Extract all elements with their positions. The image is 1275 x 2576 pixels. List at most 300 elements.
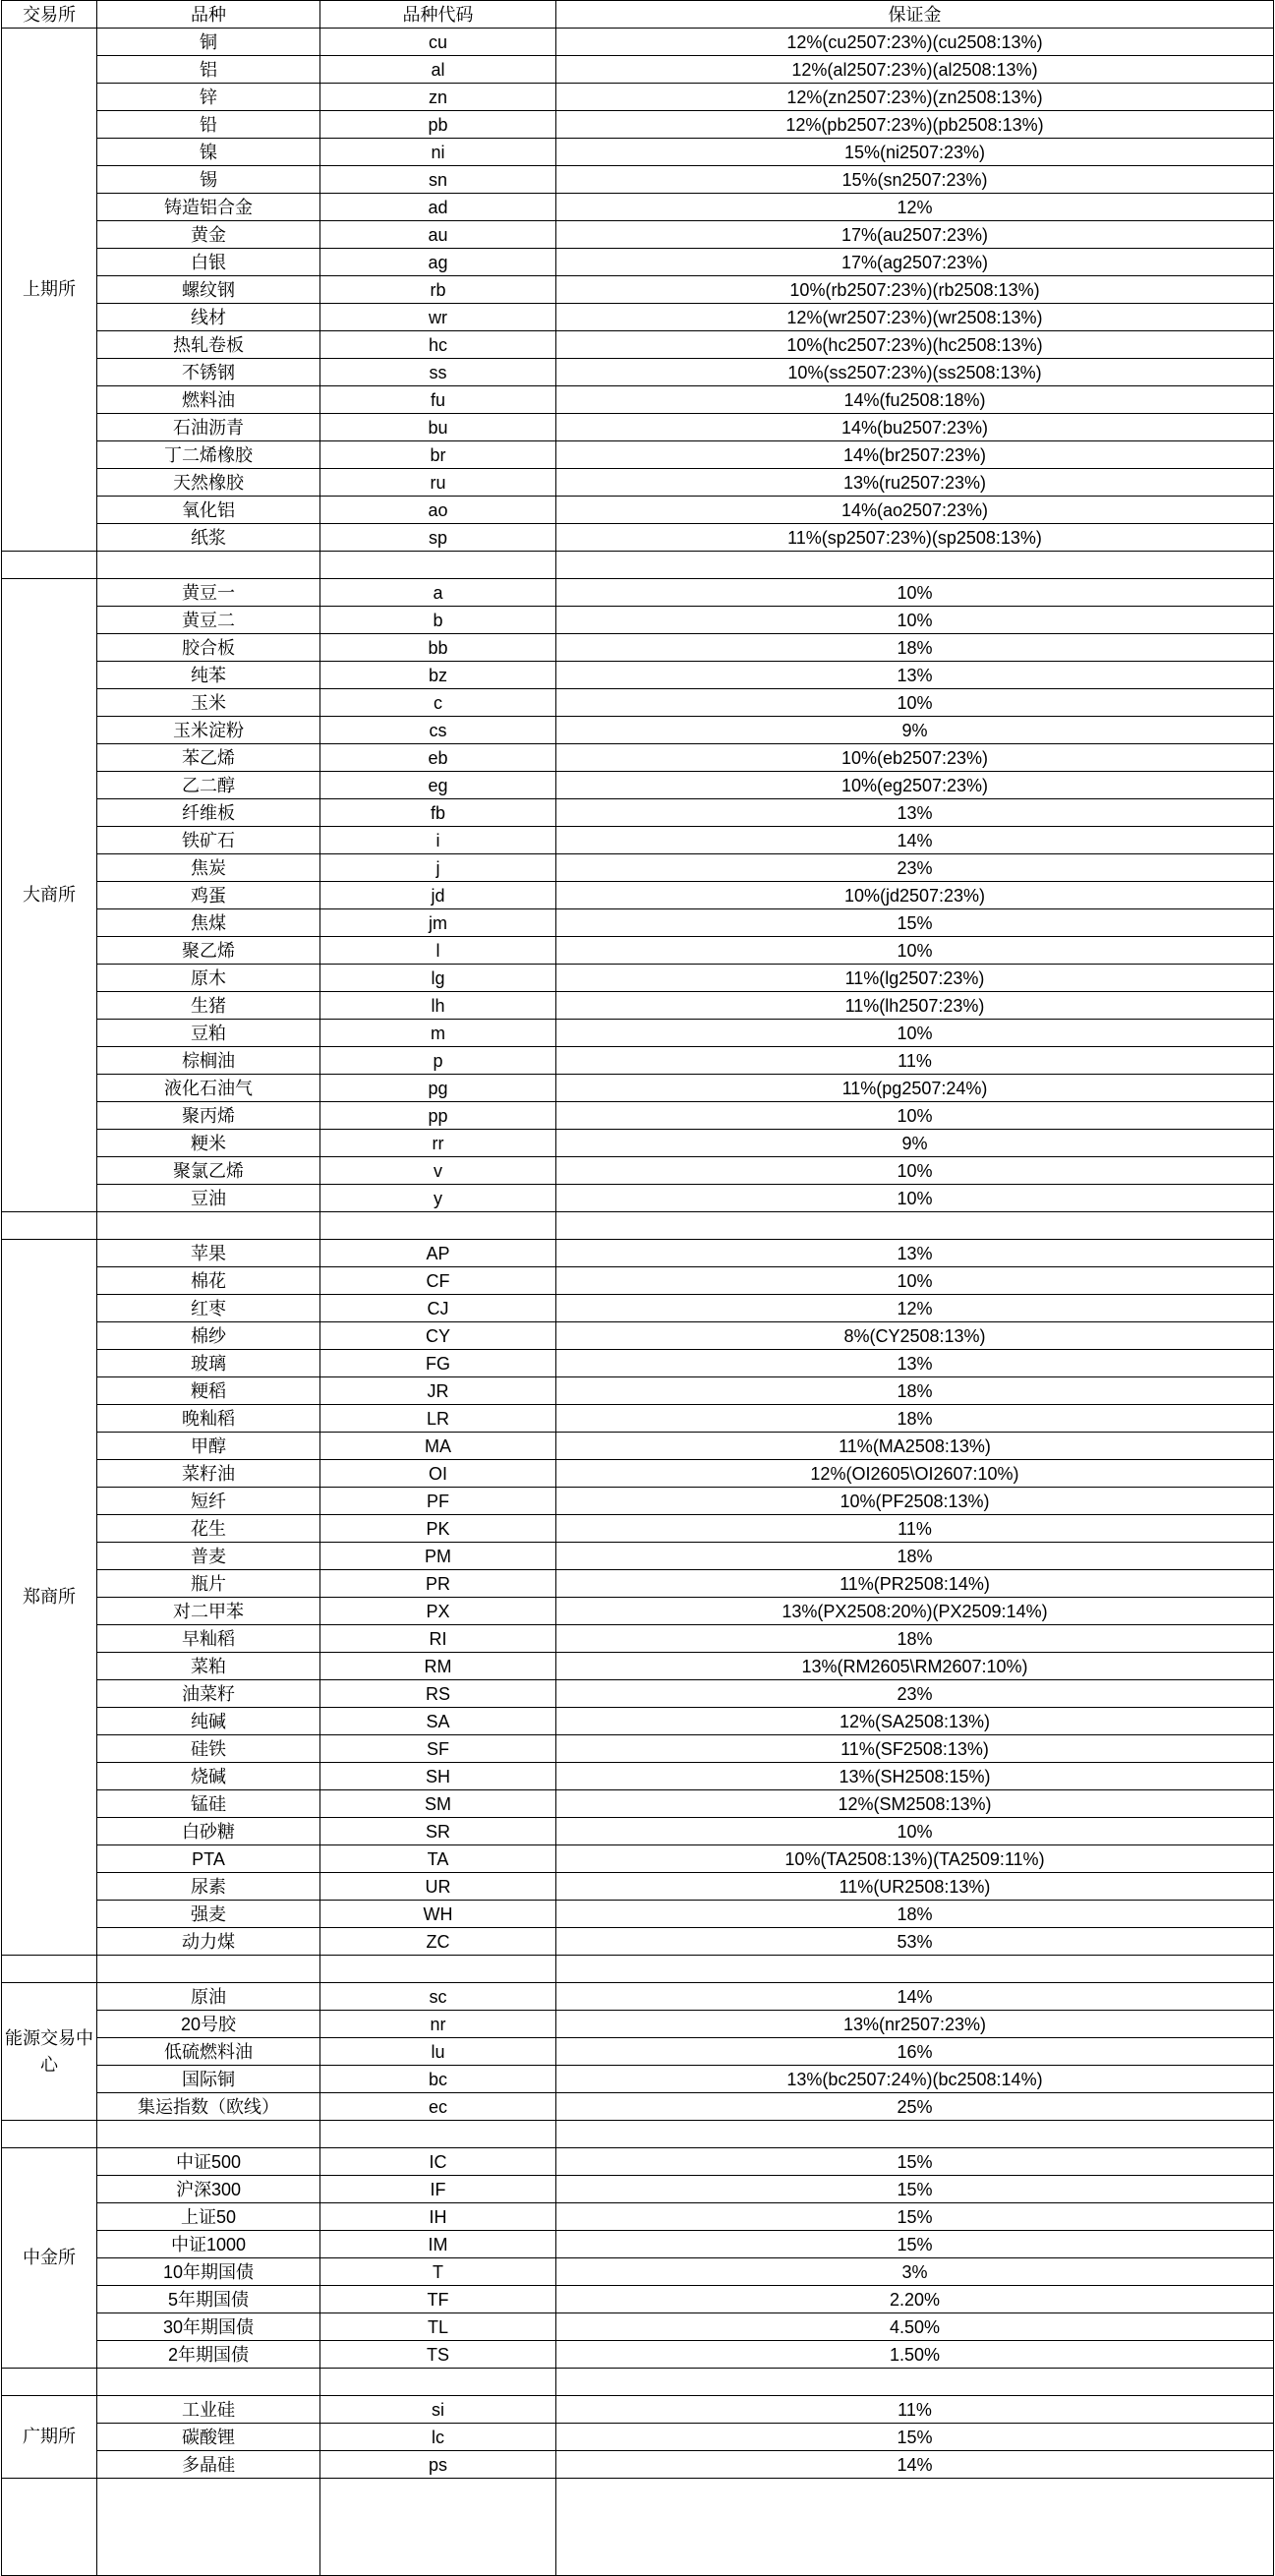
- code-cell: WH: [320, 1901, 556, 1928]
- product-cell: 纯碱: [97, 1708, 320, 1735]
- table-row: [2, 827, 1274, 854]
- product-cell: 多晶硅: [97, 2451, 320, 2479]
- margin-cell: 13%: [556, 799, 1274, 827]
- table-row: [2, 2424, 1274, 2451]
- margin-cell: 13%: [556, 1350, 1274, 1377]
- code-cell: sp: [320, 524, 556, 552]
- table-row: [2, 469, 1274, 497]
- code-cell: rb: [320, 276, 556, 304]
- code-cell: cs: [320, 717, 556, 744]
- code-cell: sn: [320, 166, 556, 194]
- table-row: [2, 1873, 1274, 1901]
- code-cell: lh: [320, 992, 556, 1020]
- blank-separator-row: [2, 1212, 1274, 1240]
- blank-cell: [2, 2369, 97, 2396]
- code-cell: jd: [320, 882, 556, 909]
- margin-cell: 10%(PF2508:13%): [556, 1488, 1274, 1515]
- table-row: [2, 1818, 1274, 1845]
- product-cell: 油菜籽: [97, 1680, 320, 1708]
- product-cell: 粳米: [97, 1130, 320, 1157]
- product-cell: 红枣: [97, 1295, 320, 1322]
- margin-cell: 2.20%: [556, 2286, 1274, 2313]
- table-row: [2, 1460, 1274, 1488]
- code-cell: pp: [320, 1102, 556, 1130]
- margin-cell: 12%(SA2508:13%): [556, 1708, 1274, 1735]
- table-row: [2, 249, 1274, 276]
- blank-cell: [556, 2479, 1274, 2576]
- margin-cell: 10%(eb2507:23%): [556, 744, 1274, 772]
- exchange-cell: 广期所: [2, 2396, 97, 2479]
- margin-cell: 13%(PX2508:20%)(PX2509:14%): [556, 1598, 1274, 1625]
- product-cell: 菜籽油: [97, 1460, 320, 1488]
- product-cell: 棉纱: [97, 1322, 320, 1350]
- product-cell: 锌: [97, 84, 320, 111]
- table-row: [2, 1515, 1274, 1543]
- code-cell: T: [320, 2258, 556, 2286]
- table-row: [2, 1267, 1274, 1295]
- code-cell: al: [320, 56, 556, 84]
- margin-cell: 15%: [556, 2148, 1274, 2176]
- blank-separator-row: [2, 2121, 1274, 2148]
- margin-cell: 8%(CY2508:13%): [556, 1322, 1274, 1350]
- code-cell: ad: [320, 194, 556, 221]
- table-row: [2, 1625, 1274, 1653]
- table-row: [2, 1433, 1274, 1460]
- code-cell: CF: [320, 1267, 556, 1295]
- blank-cell: [556, 1956, 1274, 1983]
- blank-cell: [556, 552, 1274, 579]
- table-row: [2, 2066, 1274, 2093]
- product-cell: 碳酸锂: [97, 2424, 320, 2451]
- code-cell: c: [320, 689, 556, 717]
- code-cell: lg: [320, 965, 556, 992]
- table-row: [2, 1130, 1274, 1157]
- margin-cell: 10%: [556, 607, 1274, 634]
- margin-cell: 14%: [556, 827, 1274, 854]
- code-cell: PR: [320, 1570, 556, 1598]
- margin-cell: 10%(jd2507:23%): [556, 882, 1274, 909]
- table-row: [2, 359, 1274, 386]
- code-cell: zn: [320, 84, 556, 111]
- table-row: [2, 139, 1274, 166]
- table-row: [2, 1322, 1274, 1350]
- table-row: [2, 194, 1274, 221]
- code-cell: lu: [320, 2038, 556, 2066]
- product-cell: 聚乙烯: [97, 937, 320, 965]
- margin-cell: 14%(bu2507:23%): [556, 414, 1274, 441]
- code-cell: SR: [320, 1818, 556, 1845]
- product-cell: 玻璃: [97, 1350, 320, 1377]
- blank-cell: [2, 552, 97, 579]
- code-cell: eg: [320, 772, 556, 799]
- product-cell: 苯乙烯: [97, 744, 320, 772]
- margin-cell: 9%: [556, 717, 1274, 744]
- blank-cell: [556, 2121, 1274, 2148]
- blank-separator-row: [2, 552, 1274, 579]
- code-cell: ss: [320, 359, 556, 386]
- table-row: [2, 276, 1274, 304]
- margin-cell: 12%: [556, 194, 1274, 221]
- product-cell: 铝: [97, 56, 320, 84]
- code-cell: LR: [320, 1405, 556, 1433]
- code-cell: CY: [320, 1322, 556, 1350]
- product-cell: 普麦: [97, 1543, 320, 1570]
- product-cell: 上证50: [97, 2203, 320, 2231]
- code-cell: l: [320, 937, 556, 965]
- table-row: [2, 2341, 1274, 2369]
- blank-cell: [320, 2121, 556, 2148]
- margin-cell: 10%(rb2507:23%)(rb2508:13%): [556, 276, 1274, 304]
- exchange-cell: 能源交易中心: [2, 1983, 97, 2121]
- margin-cell: 12%(zn2507:23%)(zn2508:13%): [556, 84, 1274, 111]
- table-row: [2, 579, 1274, 607]
- code-cell: RS: [320, 1680, 556, 1708]
- code-cell: bu: [320, 414, 556, 441]
- blank-cell: [97, 1212, 320, 1240]
- table-row: [2, 2313, 1274, 2341]
- table-row: [2, 1928, 1274, 1956]
- margin-cell: 25%: [556, 2093, 1274, 2121]
- product-cell: 石油沥青: [97, 414, 320, 441]
- blank-cell: [97, 2479, 320, 2576]
- product-cell: 白银: [97, 249, 320, 276]
- product-cell: 燃料油: [97, 386, 320, 414]
- product-cell: 胶合板: [97, 634, 320, 662]
- margin-cell: 17%(ag2507:23%): [556, 249, 1274, 276]
- code-cell: wr: [320, 304, 556, 331]
- blank-cell: [556, 2369, 1274, 2396]
- table-row: [2, 386, 1274, 414]
- code-cell: OI: [320, 1460, 556, 1488]
- code-cell: ec: [320, 2093, 556, 2121]
- blank-cell: [556, 1212, 1274, 1240]
- product-cell: 黄金: [97, 221, 320, 249]
- code-cell: IC: [320, 2148, 556, 2176]
- product-cell: 中证500: [97, 2148, 320, 2176]
- header-row: [2, 1, 1274, 29]
- code-cell: bb: [320, 634, 556, 662]
- product-cell: 30年期国债: [97, 2313, 320, 2341]
- product-cell: 焦煤: [97, 909, 320, 937]
- table-row: [2, 772, 1274, 799]
- product-cell: 菜粕: [97, 1653, 320, 1680]
- margin-table: [1, 0, 1274, 2576]
- table-row: [2, 689, 1274, 717]
- code-cell: fb: [320, 799, 556, 827]
- table-row: [2, 1570, 1274, 1598]
- product-cell: 中证1000: [97, 2231, 320, 2258]
- table-row: [2, 854, 1274, 882]
- product-cell: 铅: [97, 111, 320, 139]
- margin-cell: 14%: [556, 1983, 1274, 2011]
- margin-cell: 10%(ss2507:23%)(ss2508:13%): [556, 359, 1274, 386]
- margin-cell: 10%: [556, 1157, 1274, 1185]
- code-cell: pg: [320, 1075, 556, 1102]
- code-cell: lc: [320, 2424, 556, 2451]
- header-exchange: 交易所: [2, 1, 97, 29]
- product-cell: 瓶片: [97, 1570, 320, 1598]
- table-row: [2, 2203, 1274, 2231]
- header-margin: 保证金: [556, 1, 1274, 29]
- table-row: [2, 2011, 1274, 2038]
- header-product: 品种: [97, 1, 320, 29]
- table-row: [2, 1983, 1274, 2011]
- table-row: [2, 111, 1274, 139]
- margin-cell: 12%(al2507:23%)(al2508:13%): [556, 56, 1274, 84]
- table-row: [2, 1901, 1274, 1928]
- table-row: [2, 2093, 1274, 2121]
- code-cell: SF: [320, 1735, 556, 1763]
- table-row: [2, 1047, 1274, 1075]
- exchange-cell: 大商所: [2, 579, 97, 1212]
- product-cell: 玉米淀粉: [97, 717, 320, 744]
- code-cell: m: [320, 1020, 556, 1047]
- margin-cell: 18%: [556, 1625, 1274, 1653]
- code-cell: bc: [320, 2066, 556, 2093]
- product-cell: 沪深300: [97, 2176, 320, 2203]
- product-cell: 早籼稻: [97, 1625, 320, 1653]
- code-cell: TL: [320, 2313, 556, 2341]
- table-row: [2, 744, 1274, 772]
- code-cell: fu: [320, 386, 556, 414]
- margin-cell: 10%(TA2508:13%)(TA2509:11%): [556, 1845, 1274, 1873]
- code-cell: PM: [320, 1543, 556, 1570]
- table-row: [2, 1763, 1274, 1790]
- blank-cell: [2, 1212, 97, 1240]
- table-row: [2, 1350, 1274, 1377]
- table-row: [2, 84, 1274, 111]
- code-cell: bz: [320, 662, 556, 689]
- margin-cell: 16%: [556, 2038, 1274, 2066]
- code-cell: IM: [320, 2231, 556, 2258]
- blank-cell: [320, 2479, 556, 2576]
- code-cell: au: [320, 221, 556, 249]
- product-cell: 白砂糖: [97, 1818, 320, 1845]
- product-cell: 花生: [97, 1515, 320, 1543]
- blank-cell: [2, 1956, 97, 1983]
- product-cell: 玉米: [97, 689, 320, 717]
- margin-cell: 15%: [556, 2176, 1274, 2203]
- blank-cell: [97, 2369, 320, 2396]
- table-row: [2, 1020, 1274, 1047]
- margin-cell: 14%(br2507:23%): [556, 441, 1274, 469]
- blank-cell: [97, 552, 320, 579]
- table-row: [2, 992, 1274, 1020]
- product-cell: 烧碱: [97, 1763, 320, 1790]
- margin-cell: 13%(SH2508:15%): [556, 1763, 1274, 1790]
- code-cell: PK: [320, 1515, 556, 1543]
- margin-cell: 14%(ao2507:23%): [556, 497, 1274, 524]
- table-row: [2, 965, 1274, 992]
- code-cell: SH: [320, 1763, 556, 1790]
- margin-cell: 9%: [556, 1130, 1274, 1157]
- blank-separator-row: [2, 2369, 1274, 2396]
- table-row: [2, 497, 1274, 524]
- margin-cell: 15%(ni2507:23%): [556, 139, 1274, 166]
- margin-cell: 10%: [556, 1185, 1274, 1212]
- table-row: [2, 1405, 1274, 1433]
- margin-cell: 10%(eg2507:23%): [556, 772, 1274, 799]
- blank-cell: [97, 2121, 320, 2148]
- product-cell: 不锈钢: [97, 359, 320, 386]
- code-cell: TS: [320, 2341, 556, 2369]
- margin-cell: 23%: [556, 1680, 1274, 1708]
- product-cell: 铁矿石: [97, 827, 320, 854]
- margin-cell: 12%(wr2507:23%)(wr2508:13%): [556, 304, 1274, 331]
- margin-cell: 10%: [556, 1020, 1274, 1047]
- product-cell: 集运指数（欧线）: [97, 2093, 320, 2121]
- product-cell: 鸡蛋: [97, 882, 320, 909]
- blank-cell: [320, 2369, 556, 2396]
- product-cell: 生猪: [97, 992, 320, 1020]
- blank-cell: [2, 2121, 97, 2148]
- margin-cell: 18%: [556, 1901, 1274, 1928]
- margin-cell: 11%(sp2507:23%)(sp2508:13%): [556, 524, 1274, 552]
- product-cell: 苹果: [97, 1240, 320, 1267]
- table-row: [2, 2286, 1274, 2313]
- margin-cell: 10%: [556, 937, 1274, 965]
- code-cell: sc: [320, 1983, 556, 2011]
- table-row: [2, 662, 1274, 689]
- table-row: [2, 1377, 1274, 1405]
- table-row: [2, 1680, 1274, 1708]
- product-cell: 豆粕: [97, 1020, 320, 1047]
- product-cell: 棕榈油: [97, 1047, 320, 1075]
- table-row: [2, 221, 1274, 249]
- product-cell: 液化石油气: [97, 1075, 320, 1102]
- margin-cell: 12%(OI2605\OI2607:10%): [556, 1460, 1274, 1488]
- margin-cell: 14%(fu2508:18%): [556, 386, 1274, 414]
- margin-cell: 11%(SF2508:13%): [556, 1735, 1274, 1763]
- product-cell: 铜: [97, 29, 320, 56]
- table-row: [2, 1543, 1274, 1570]
- code-cell: UR: [320, 1873, 556, 1901]
- margin-cell: 10%(hc2507:23%)(hc2508:13%): [556, 331, 1274, 359]
- margin-cell: 53%: [556, 1928, 1274, 1956]
- product-cell: 热轧卷板: [97, 331, 320, 359]
- table-row: [2, 2258, 1274, 2286]
- code-cell: PX: [320, 1598, 556, 1625]
- code-cell: eb: [320, 744, 556, 772]
- margin-cell: 3%: [556, 2258, 1274, 2286]
- margin-cell: 11%(PR2508:14%): [556, 1570, 1274, 1598]
- code-cell: SM: [320, 1790, 556, 1818]
- margin-cell: 11%(MA2508:13%): [556, 1433, 1274, 1460]
- product-cell: 5年期国债: [97, 2286, 320, 2313]
- trailing-blank-row: [2, 2479, 1274, 2576]
- table-row: [2, 1075, 1274, 1102]
- margin-table-body: [2, 1, 1274, 2576]
- margin-cell: 11%: [556, 1047, 1274, 1075]
- product-cell: 原油: [97, 1983, 320, 2011]
- table-row: [2, 2148, 1274, 2176]
- table-row: [2, 331, 1274, 359]
- product-cell: 锡: [97, 166, 320, 194]
- margin-cell: 11%(lg2507:23%): [556, 965, 1274, 992]
- margin-cell: 11%(pg2507:24%): [556, 1075, 1274, 1102]
- table-row: [2, 1845, 1274, 1873]
- table-row: [2, 1295, 1274, 1322]
- product-cell: 纯苯: [97, 662, 320, 689]
- code-cell: a: [320, 579, 556, 607]
- code-cell: AP: [320, 1240, 556, 1267]
- product-cell: 短纤: [97, 1488, 320, 1515]
- table-row: [2, 1102, 1274, 1130]
- table-row: [2, 2038, 1274, 2066]
- code-cell: si: [320, 2396, 556, 2424]
- product-cell: 乙二醇: [97, 772, 320, 799]
- exchange-cell: 上期所: [2, 29, 97, 552]
- product-cell: 螺纹钢: [97, 276, 320, 304]
- blank-cell: [97, 1956, 320, 1983]
- product-cell: 尿素: [97, 1873, 320, 1901]
- code-cell: MA: [320, 1433, 556, 1460]
- code-cell: br: [320, 441, 556, 469]
- blank-cell: [2, 2479, 97, 2576]
- product-cell: 甲醇: [97, 1433, 320, 1460]
- code-cell: ru: [320, 469, 556, 497]
- product-cell: 聚氯乙烯: [97, 1157, 320, 1185]
- table-row: [2, 2451, 1274, 2479]
- product-cell: 低硫燃料油: [97, 2038, 320, 2066]
- code-cell: cu: [320, 29, 556, 56]
- margin-cell: 12%(pb2507:23%)(pb2508:13%): [556, 111, 1274, 139]
- table-row: [2, 1708, 1274, 1735]
- table-row: [2, 56, 1274, 84]
- product-cell: 棉花: [97, 1267, 320, 1295]
- margin-cell: 18%: [556, 634, 1274, 662]
- code-cell: IF: [320, 2176, 556, 2203]
- margin-cell: 13%(nr2507:23%): [556, 2011, 1274, 2038]
- code-cell: y: [320, 1185, 556, 1212]
- blank-cell: [320, 552, 556, 579]
- margin-cell: 15%: [556, 909, 1274, 937]
- product-cell: 粳稻: [97, 1377, 320, 1405]
- table-row: [2, 304, 1274, 331]
- table-row: [2, 607, 1274, 634]
- product-cell: 原木: [97, 965, 320, 992]
- margin-cell: 11%: [556, 2396, 1274, 2424]
- code-cell: b: [320, 607, 556, 634]
- code-cell: CJ: [320, 1295, 556, 1322]
- code-cell: jm: [320, 909, 556, 937]
- product-cell: 纸浆: [97, 524, 320, 552]
- code-cell: TF: [320, 2286, 556, 2313]
- table-row: [2, 882, 1274, 909]
- code-cell: RM: [320, 1653, 556, 1680]
- code-cell: ZC: [320, 1928, 556, 1956]
- margin-cell: 13%(bc2507:24%)(bc2508:14%): [556, 2066, 1274, 2093]
- margin-cell: 11%(UR2508:13%): [556, 1873, 1274, 1901]
- margin-cell: 10%: [556, 689, 1274, 717]
- table-row: [2, 1598, 1274, 1625]
- product-cell: 豆油: [97, 1185, 320, 1212]
- product-cell: 黄豆二: [97, 607, 320, 634]
- product-cell: 20号胶: [97, 2011, 320, 2038]
- product-cell: 10年期国债: [97, 2258, 320, 2286]
- margin-cell: 15%: [556, 2424, 1274, 2451]
- code-cell: hc: [320, 331, 556, 359]
- code-cell: JR: [320, 1377, 556, 1405]
- margin-cell: 11%(lh2507:23%): [556, 992, 1274, 1020]
- table-row: [2, 524, 1274, 552]
- table-row: [2, 1488, 1274, 1515]
- product-cell: 焦炭: [97, 854, 320, 882]
- header-code: 品种代码: [320, 1, 556, 29]
- margin-cell: 13%: [556, 1240, 1274, 1267]
- margin-cell: 18%: [556, 1543, 1274, 1570]
- table-row: [2, 799, 1274, 827]
